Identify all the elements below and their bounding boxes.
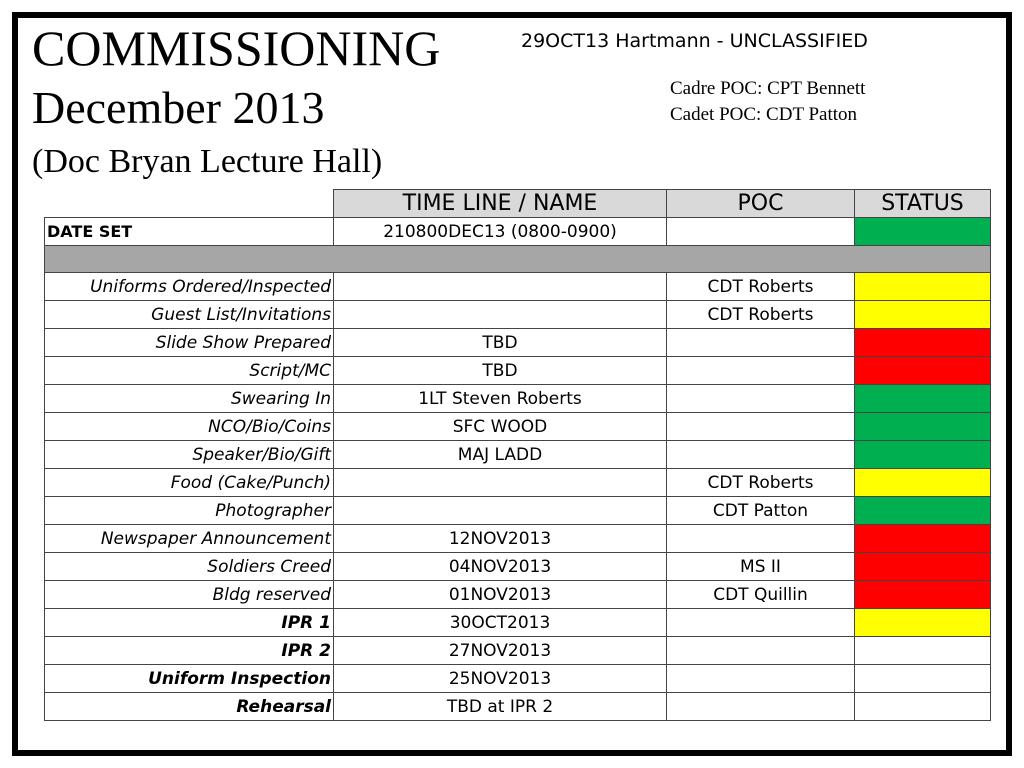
task-timeline: 1LT Steven Roberts <box>334 385 667 413</box>
task-poc <box>667 357 855 385</box>
task-name: Photographer <box>45 497 334 525</box>
task-status <box>855 273 991 301</box>
task-timeline <box>334 301 667 329</box>
schedule-table <box>44 189 991 721</box>
cadet-poc: Cadet POC: CDT Patton <box>670 104 858 125</box>
task-poc: CDT Patton <box>667 497 855 525</box>
task-timeline: 25NOV2013 <box>334 665 667 693</box>
task-timeline: SFC WOOD <box>334 413 667 441</box>
date-set-row <box>45 218 991 246</box>
task-name: Bldg reserved <box>45 581 334 609</box>
task-status <box>855 441 991 469</box>
task-poc: CDT Roberts <box>667 301 855 329</box>
task-poc: CDT Quillin <box>667 581 855 609</box>
table-row <box>45 581 991 609</box>
table-row <box>45 609 991 637</box>
table-row <box>45 497 991 525</box>
task-poc <box>667 329 855 357</box>
task-status <box>855 525 991 553</box>
column-header-timeline: TIME LINE / NAME <box>334 190 667 218</box>
task-timeline <box>334 469 667 497</box>
task-poc <box>667 665 855 693</box>
task-poc: CDT Roberts <box>667 469 855 497</box>
cadre-poc: Cadre POC: CPT Bennett <box>670 78 866 99</box>
task-status <box>855 497 991 525</box>
separator-cell <box>45 246 991 273</box>
task-name: IPR 1 <box>45 609 334 637</box>
table-row <box>45 553 991 581</box>
task-status <box>855 665 991 693</box>
task-status <box>855 637 991 665</box>
table-row <box>45 413 991 441</box>
task-status <box>855 553 991 581</box>
task-status <box>855 301 991 329</box>
event-location: (Doc Bryan Lecture Hall) <box>32 143 383 180</box>
table-row <box>45 637 991 665</box>
task-timeline <box>334 273 667 301</box>
column-header-status: STATUS <box>855 190 991 218</box>
date-set-timeline: 210800DEC13 (0800-0900) <box>334 218 667 246</box>
task-name: Uniforms Ordered/Inspected <box>45 273 334 301</box>
task-timeline: TBD <box>334 357 667 385</box>
event-date: December 2013 <box>32 82 325 133</box>
task-timeline: 01NOV2013 <box>334 581 667 609</box>
task-timeline: 12NOV2013 <box>334 525 667 553</box>
page-title: COMMISSIONING <box>32 20 441 76</box>
task-name: Rehearsal <box>45 693 334 721</box>
task-name: NCO/Bio/Coins <box>45 413 334 441</box>
task-name: Food (Cake/Punch) <box>45 469 334 497</box>
task-name: Swearing In <box>45 385 334 413</box>
column-header-poc: POC <box>667 190 855 218</box>
task-name: Slide Show Prepared <box>45 329 334 357</box>
task-status <box>855 693 991 721</box>
task-poc <box>667 637 855 665</box>
task-timeline: TBD <box>334 329 667 357</box>
task-status <box>855 469 991 497</box>
task-poc <box>667 413 855 441</box>
task-timeline <box>334 497 667 525</box>
task-name: Guest List/Invitations <box>45 301 334 329</box>
task-poc <box>667 693 855 721</box>
task-status <box>855 581 991 609</box>
task-timeline: 27NOV2013 <box>334 637 667 665</box>
table-row <box>45 469 991 497</box>
task-name: Soldiers Creed <box>45 553 334 581</box>
table-row <box>45 665 991 693</box>
table-row <box>45 525 991 553</box>
task-timeline: 30OCT2013 <box>334 609 667 637</box>
task-name: Speaker/Bio/Gift <box>45 441 334 469</box>
table-row <box>45 273 991 301</box>
task-timeline: MAJ LADD <box>334 441 667 469</box>
task-status <box>855 385 991 413</box>
task-status <box>855 357 991 385</box>
task-poc: CDT Roberts <box>667 273 855 301</box>
task-poc <box>667 441 855 469</box>
task-status <box>855 329 991 357</box>
task-poc <box>667 609 855 637</box>
table-row <box>45 329 991 357</box>
task-name: Newspaper Announcement <box>45 525 334 553</box>
table-row <box>45 385 991 413</box>
header-spacer <box>45 190 334 218</box>
table-row <box>45 301 991 329</box>
task-status <box>855 413 991 441</box>
separator-row <box>45 246 991 273</box>
date-set-poc <box>667 218 855 246</box>
task-name: IPR 2 <box>45 637 334 665</box>
table-row <box>45 441 991 469</box>
task-timeline: TBD at IPR 2 <box>334 693 667 721</box>
date-set-status <box>855 218 991 246</box>
table-row <box>45 357 991 385</box>
poc-block <box>670 76 865 128</box>
task-name: Script/MC <box>45 357 334 385</box>
task-timeline: 04NOV2013 <box>334 553 667 581</box>
task-poc <box>667 385 855 413</box>
task-status <box>855 609 991 637</box>
task-poc: MS II <box>667 553 855 581</box>
date-set-label: DATE SET <box>45 218 334 246</box>
table-header-row <box>45 190 991 218</box>
task-name: Uniform Inspection <box>45 665 334 693</box>
task-poc <box>667 525 855 553</box>
table-row <box>45 693 991 721</box>
classification-banner: 29OCT13 Hartmann - UNCLASSIFIED <box>521 30 868 52</box>
